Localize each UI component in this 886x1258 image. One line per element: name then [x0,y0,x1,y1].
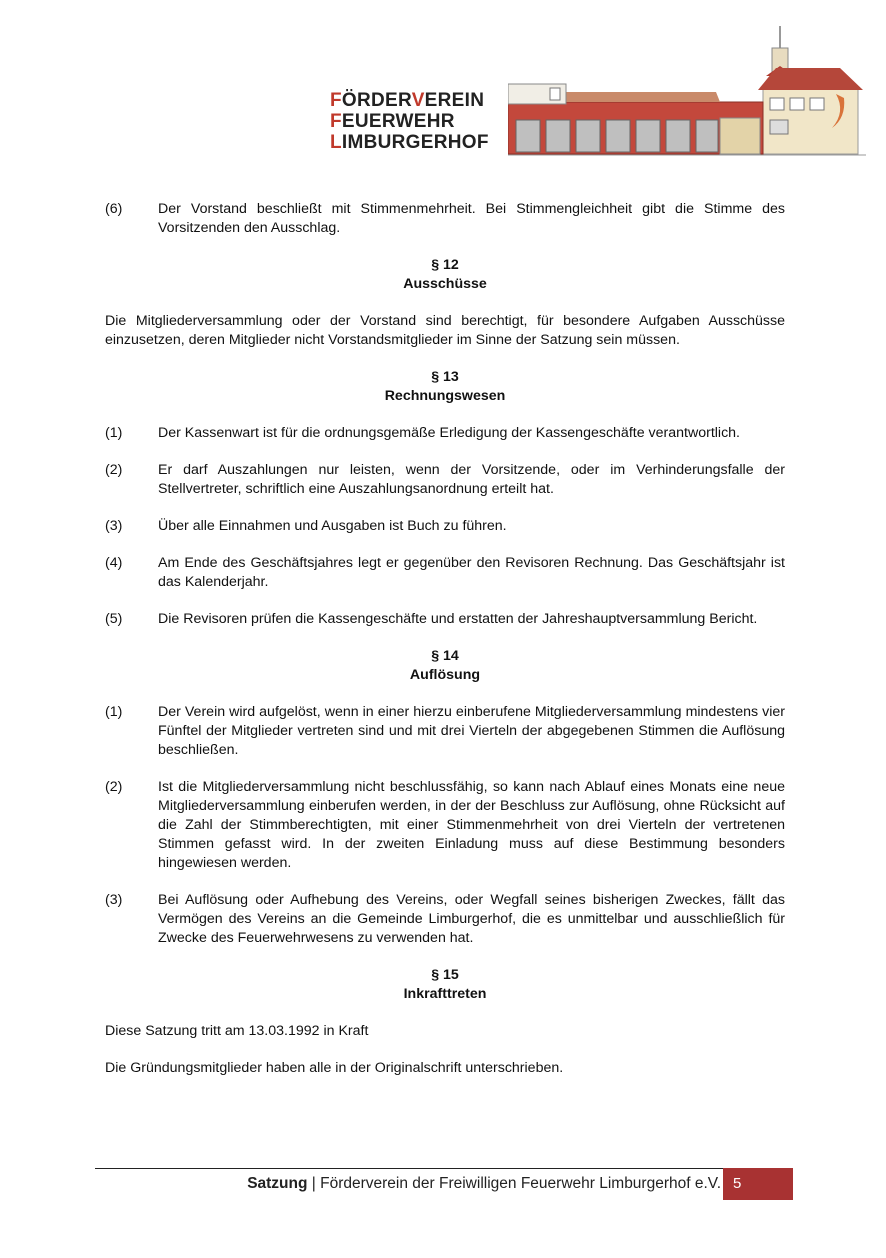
footer-text: Satzung | Förderverein der Freiwilligen Feuerwehr Limburgerhof e.V. [247,1175,721,1192]
section-heading-12: § 12 Ausschüsse [403,257,487,292]
list-item: (3) Bei Auflösung oder Aufhebung des Vereins, oder Wegfall seines bisherigen Zweckes, fällt das Vermögen des Vereins an die Gemeinde Limburgerhof, die es unmittelbar und ausschließlich für Zwecke des Feuerwehrwesens zu verwenden hat. [105,892,785,946]
section-heading-13: § 13 Rechnungswesen [384,369,506,404]
paragraph: Die Gründungsmitglieder haben alle in der Originalschrift unterschrieben. [105,1060,564,1076]
section-heading-14: § 14 Auflösung [409,648,481,683]
header-logo [330,22,870,162]
page-number: 5 [723,1168,793,1200]
list-item: (2) Ist die Mitgliederversammlung nicht beschlussfähig, so kann nach Ablauf eines Monats eine neue Mitgliederversammlung einberufen werden, in der der Beschluss zur Auflösung, ohne Rücksicht auf die Zahl der Stimmberechtigten, mit einer Stimmenmehrheit von drei Vierteln der vertretenen Stimmen gefasst wird. In der zweiten Einladung muss auf diese Bestimmung besonders hingewiesen werden. [105,779,785,871]
fire-station-illustration [508,22,866,157]
list-item: (1) Der Verein wird aufgelöst, wenn in einer hierzu einberufene Mitgliederversammlung mindestens vier Fünftel der Mitglieder vertreten sind und mit drei Vierteln der abgegebenen Stimmen die Auflösung beschließen. [105,704,785,758]
list-item: (2) Er darf Auszahlungen nur leisten, wenn der Vorsitzende, oder im Verhinderungsfalle der Stellvertreter, schriftlich eine Auszahlungsanordnung erteilt hat. [105,462,785,497]
list-item: (5) Die Revisoren prüfen die Kassengeschäfte und erstatten der Jahreshauptversammlung Bericht. [105,611,758,627]
paragraph: Die Mitgliederversammlung oder der Vorstand sind berechtigt, für besondere Aufgaben Ausschüsse einzusetzen, deren Mitglieder nicht Vorstandsmitglieder im Sinne der Satzung sein müssen. [105,313,785,348]
logo-wordmark: FÖRDERVEREIN FEUERWEHR LIMBURGERHOF [330,90,489,153]
list-item: (3) Über alle Einnahmen und Ausgaben ist Buch zu führen. [105,518,507,534]
section-heading-15: § 15 Inkrafttreten [403,967,487,1002]
list-item: (1) Der Kassenwart ist für die ordnungsgemäße Erledigung der Kassengeschäfte verantwortlich. [105,425,740,441]
document-body [105,200,785,1096]
paragraph: Diese Satzung tritt am 13.03.1992 in Kraft [105,1023,369,1039]
list-item: (4) Am Ende des Geschäftsjahres legt er gegenüber den Revisoren Rechnung. Das Geschäftsjahr ist das Kalenderjahr. [105,555,785,590]
list-item: (6) Der Vorstand beschließt mit Stimmenmehrheit. Bei Stimmengleichheit gibt die Stimme des Vorsitzenden den Ausschlag. [105,201,785,236]
